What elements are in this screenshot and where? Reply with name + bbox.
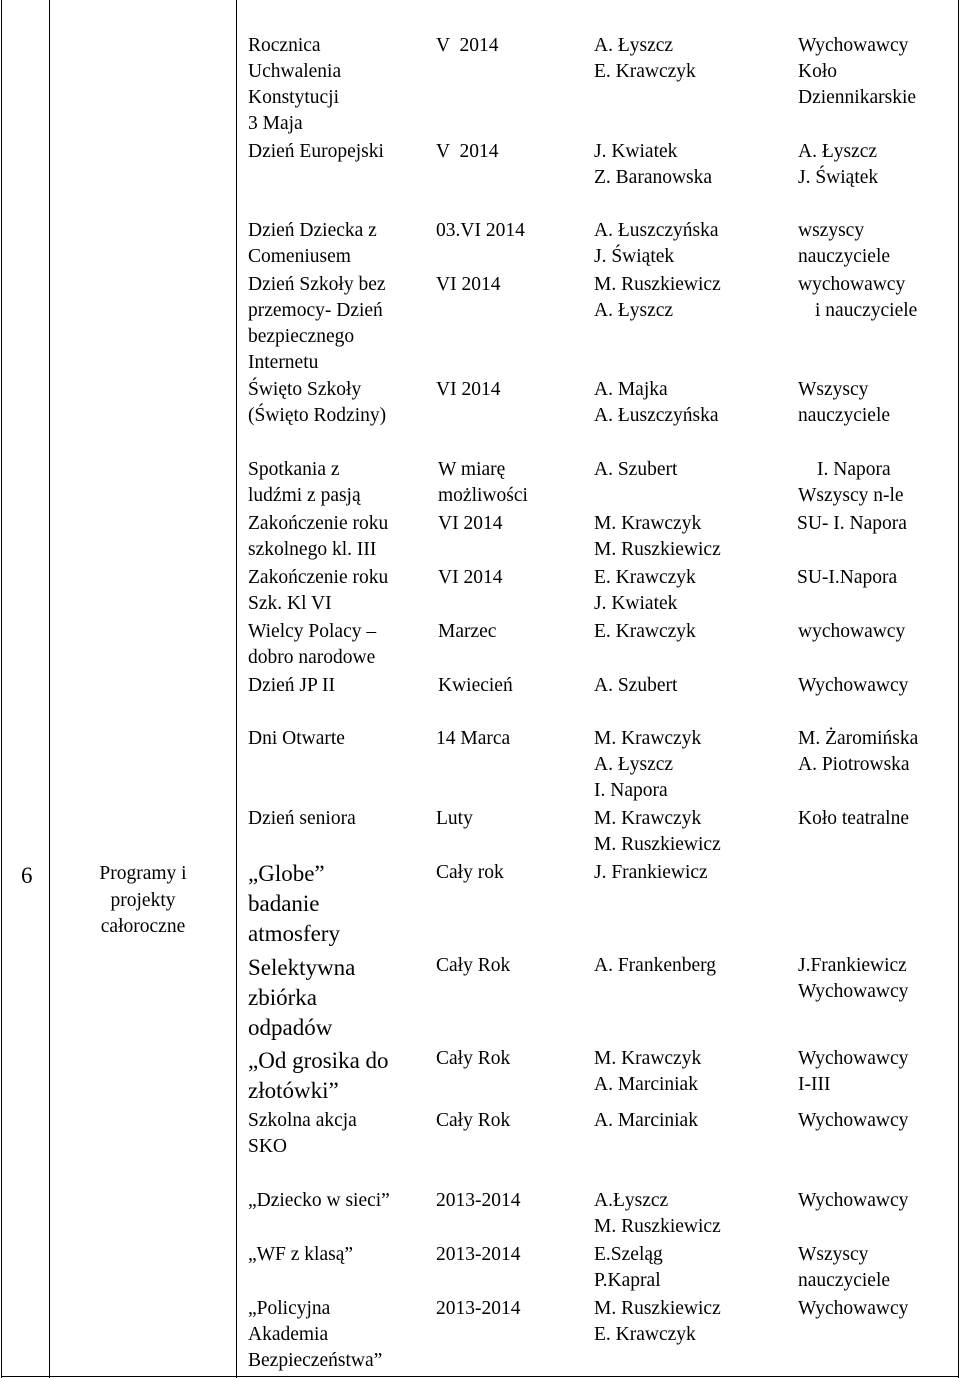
event-responsible: wychowawcy	[798, 621, 906, 642]
event-name: Dzień Dziecka z	[248, 220, 377, 241]
event-person: M. Krawczyk	[594, 1048, 702, 1069]
event-responsible: nauczyciele	[798, 246, 891, 267]
event-name: odpadów	[248, 1015, 333, 1040]
event-date: Cały Rok	[436, 1110, 511, 1131]
event-person: A. Łyszcz	[594, 300, 674, 321]
event-person: M. Krawczyk	[594, 728, 702, 749]
event-name: Bezpieczeństwa”	[248, 1350, 383, 1371]
event-name: Dzień seniora	[248, 808, 356, 829]
event-person: E. Krawczyk	[594, 567, 696, 588]
event-name: „WF z klasą”	[248, 1244, 354, 1265]
event-person: M. Ruszkiewicz	[594, 834, 721, 855]
event-name: badanie	[248, 891, 320, 916]
table-border-left	[1, 0, 2, 1378]
event-responsible: A. Piotrowska	[798, 754, 910, 775]
event-name: ludźmi z pasją	[248, 485, 361, 506]
event-date: Luty	[436, 808, 473, 829]
event-name: Dzień Szkoły bez	[248, 274, 386, 295]
event-person: A. Łuszczyńska	[594, 405, 719, 426]
event-date: VI 2014	[436, 379, 501, 400]
event-name: Zakończenie roku	[248, 513, 389, 534]
table-column-divider	[49, 0, 50, 1378]
event-date: 03.VI 2014	[436, 220, 525, 241]
event-person: M. Ruszkiewicz	[594, 274, 721, 295]
event-person: J. Kwiatek	[594, 593, 678, 614]
event-date: VI 2014	[438, 513, 503, 534]
event-responsible: Wychowawcy	[798, 1298, 909, 1319]
event-responsible: Koło teatralne	[798, 808, 909, 829]
event-name: Dzień JP II	[248, 675, 336, 696]
event-person: A. Łyszcz	[594, 35, 674, 56]
event-responsible: Wychowawcy	[798, 1110, 909, 1131]
event-name: Uchwalenia	[248, 61, 342, 82]
event-name: Wielcy Polacy –	[248, 621, 377, 642]
event-person: E. Krawczyk	[594, 1324, 696, 1345]
event-date: możliwości	[438, 485, 528, 506]
event-name: Comeniusem	[248, 246, 351, 267]
event-name: przemocy- Dzień	[248, 300, 383, 321]
event-responsible: J. Świątek	[798, 167, 879, 188]
event-name: Dni Otwarte	[248, 728, 345, 749]
event-person: I. Napora	[594, 780, 668, 801]
event-person: M. Krawczyk	[594, 808, 702, 829]
event-person: A. Łuszczyńska	[594, 220, 719, 241]
event-responsible: Wszyscy	[798, 1244, 869, 1265]
event-responsible: Wychowawcy	[798, 1048, 909, 1069]
event-name: szkolnego kl. III	[248, 539, 377, 560]
event-name: Święto Szkoły	[248, 379, 362, 400]
event-name: „Dziecko w sieci”	[248, 1190, 390, 1211]
event-date: 2013-2014	[436, 1190, 521, 1211]
event-name: „Od grosika do	[248, 1048, 389, 1073]
event-responsible: A. Łyszcz	[798, 141, 878, 162]
event-name: bezpiecznego	[248, 326, 355, 347]
event-responsible: Wychowawcy	[798, 981, 909, 1002]
event-person: A.Łyszcz	[594, 1190, 669, 1211]
event-responsible: M. Żaromińska	[798, 728, 919, 749]
event-responsible: Wychowawcy	[798, 675, 909, 696]
event-name: SKO	[248, 1136, 288, 1157]
event-name: atmosfery	[248, 921, 340, 946]
event-date: 2013-2014	[436, 1298, 521, 1319]
event-name: „Globe”	[248, 861, 325, 886]
event-date: V 2014	[436, 35, 499, 56]
event-person: A. Szubert	[594, 675, 678, 696]
event-person: A. Szubert	[594, 459, 678, 480]
event-person: M. Krawczyk	[594, 513, 702, 534]
event-responsible: wszyscy	[798, 220, 865, 241]
event-name: 3 Maja	[248, 113, 303, 134]
event-date: Kwiecień	[438, 675, 513, 696]
event-person: J. Świątek	[594, 246, 675, 267]
event-person: A. Łyszcz	[594, 754, 674, 775]
event-name: zbiórka	[248, 985, 317, 1010]
event-responsible: SU- I. Napora	[797, 513, 907, 534]
event-person: E.Szeląg	[594, 1244, 663, 1265]
event-person: E. Krawczyk	[594, 621, 696, 642]
event-responsible: Wychowawcy	[798, 35, 909, 56]
event-name: „Policyjna	[248, 1298, 331, 1319]
table-border-right	[958, 0, 959, 1378]
event-person: Z. Baranowska	[594, 167, 713, 188]
event-responsible: J.Frankiewicz	[798, 955, 907, 976]
event-name: dobro narodowe	[248, 647, 376, 668]
table-border-bottom	[1, 1376, 959, 1377]
event-name: (Święto Rodziny)	[248, 405, 387, 426]
event-date: VI 2014	[436, 274, 501, 295]
event-name: Selektywna	[248, 955, 356, 980]
event-responsible: nauczyciele	[798, 405, 891, 426]
event-date: V 2014	[436, 141, 499, 162]
event-person: M. Ruszkiewicz	[594, 1298, 721, 1319]
event-name: Rocznica	[248, 35, 321, 56]
event-date: Cały Rok	[436, 1048, 511, 1069]
event-person: A. Marciniak	[594, 1110, 698, 1131]
category-line: projekty	[110, 889, 176, 911]
event-date: 2013-2014	[436, 1244, 521, 1265]
event-person: A. Majka	[594, 379, 668, 400]
table-column-divider	[236, 0, 237, 1378]
event-responsible: SU-I.Napora	[797, 567, 898, 588]
event-responsible: I-III	[798, 1074, 831, 1095]
row-number: 6	[21, 863, 33, 888]
event-date: VI 2014	[438, 567, 503, 588]
event-date: Cały Rok	[436, 955, 511, 976]
event-responsible: I. Napora	[817, 459, 891, 480]
event-responsible: Dziennikarskie	[798, 87, 917, 108]
event-person: A. Frankenberg	[594, 955, 717, 976]
event-responsible: Wszyscy	[798, 379, 869, 400]
event-date: Marzec	[438, 621, 497, 642]
category-cell	[50, 861, 236, 941]
category-line: Programy i	[99, 863, 187, 884]
event-person: M. Ruszkiewicz	[594, 1216, 721, 1237]
event-name: Akademia	[248, 1324, 329, 1345]
category-line: całoroczne	[100, 916, 186, 937]
event-name: Internetu	[248, 352, 319, 373]
event-person: M. Ruszkiewicz	[594, 539, 721, 560]
event-responsible: Wszyscy n-le	[798, 485, 904, 506]
event-name: Szkolna akcja	[248, 1110, 357, 1131]
event-responsible: Wychowawcy	[798, 1190, 909, 1211]
event-person: P.Kapral	[594, 1270, 661, 1291]
event-responsible: Koło	[798, 61, 837, 82]
event-name: Spotkania z	[248, 459, 340, 480]
event-person: J. Kwiatek	[594, 141, 678, 162]
event-person: E. Krawczyk	[594, 61, 696, 82]
event-date: 14 Marca	[436, 728, 511, 749]
event-date: W miarę	[438, 459, 506, 480]
event-name: Szk. Kl VI	[248, 593, 332, 614]
event-responsible: wychowawcy	[798, 274, 906, 295]
event-person: A. Marciniak	[594, 1074, 698, 1095]
event-name: Konstytucji	[248, 87, 339, 108]
event-name: złotówki”	[248, 1078, 339, 1103]
event-person: J. Frankiewicz	[594, 862, 708, 883]
event-date: Cały rok	[436, 862, 504, 883]
event-responsible: nauczyciele	[798, 1270, 891, 1291]
event-name: Dzień Europejski	[248, 141, 384, 162]
event-name: Zakończenie roku	[248, 567, 389, 588]
event-responsible: i nauczyciele	[815, 300, 918, 321]
